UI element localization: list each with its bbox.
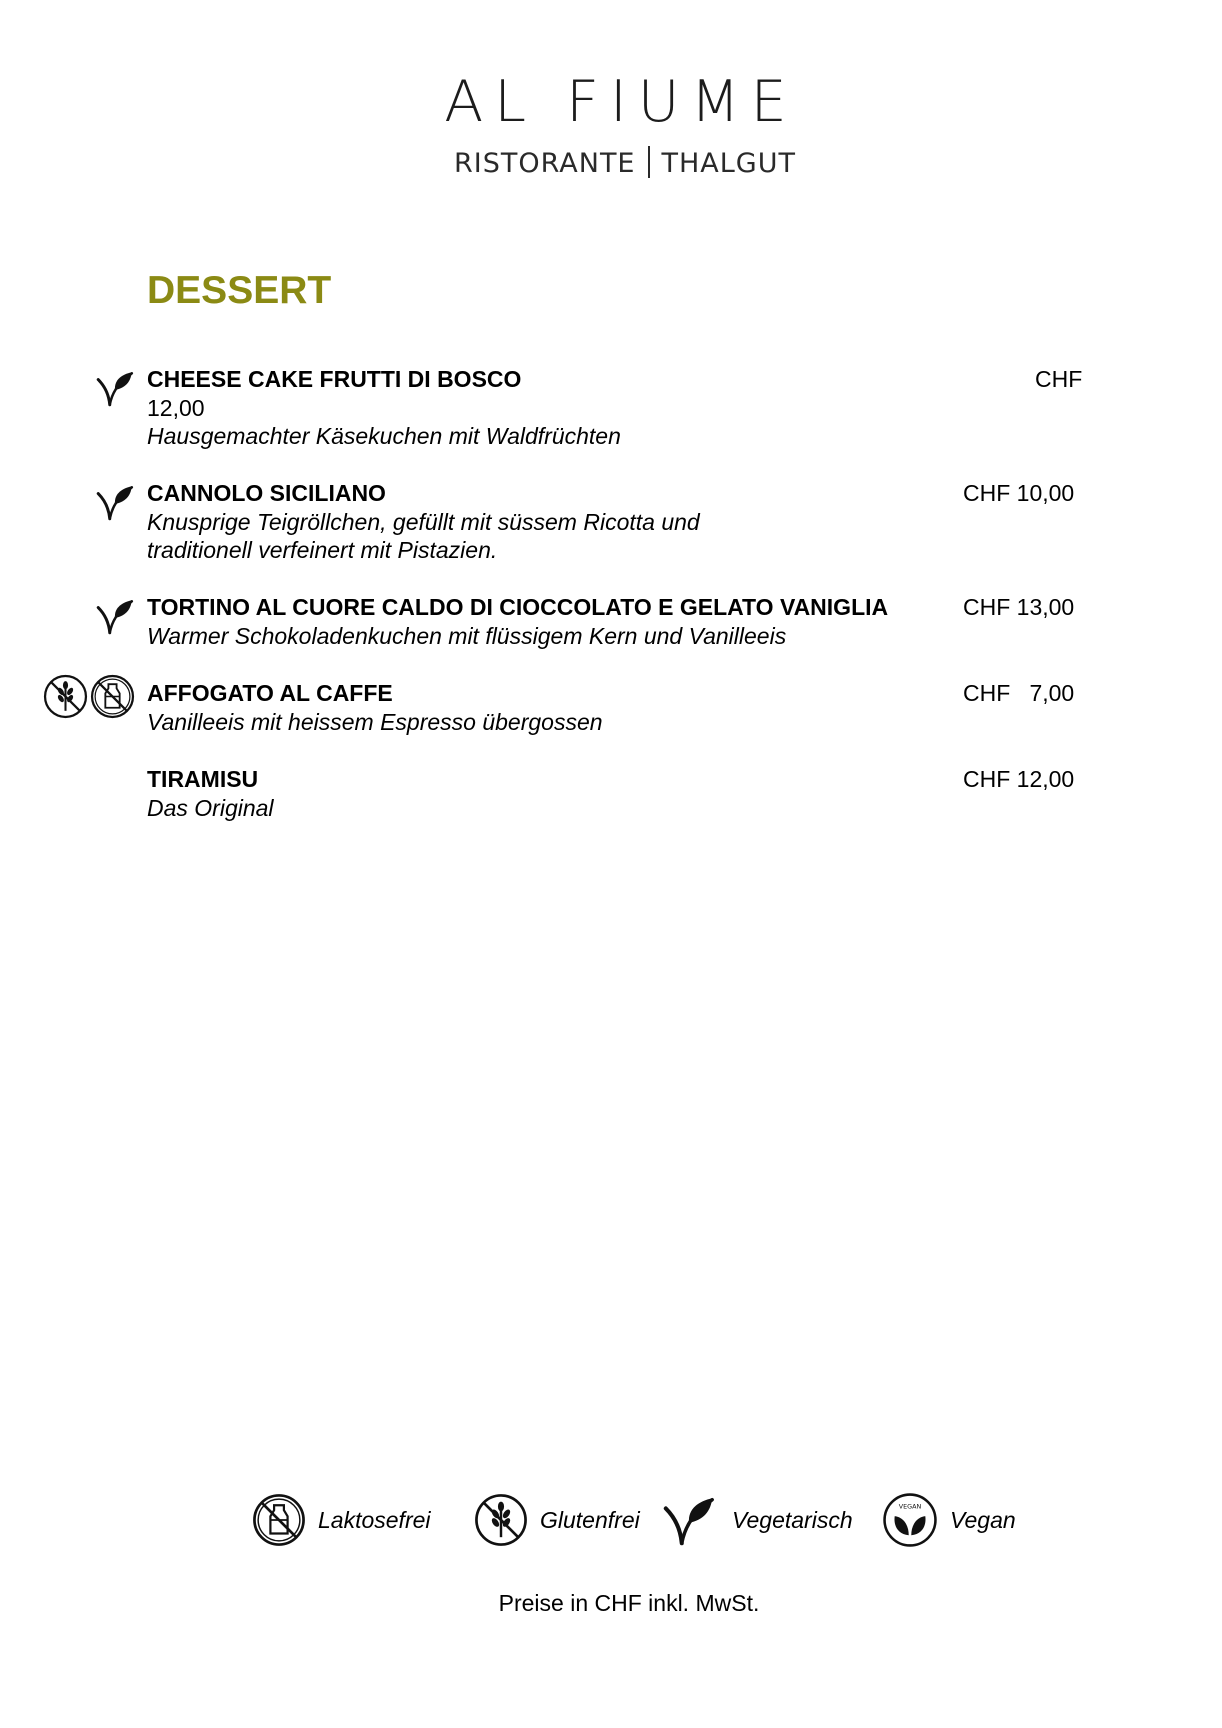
section-title: DESSERT bbox=[147, 269, 332, 312]
legend-label: Vegetarisch bbox=[732, 1506, 853, 1533]
restaurant-logo-subtitle bbox=[0, 146, 1222, 178]
restaurant-logo-title: AL FIUME bbox=[444, 69, 798, 135]
gluten-free-icon bbox=[474, 1493, 528, 1547]
menu-item-price-value: 12,00 bbox=[147, 394, 205, 421]
vegetarian-leaf-icon bbox=[94, 595, 136, 637]
menu-item-name: TIRAMISU bbox=[147, 766, 259, 792]
menu-item-header bbox=[147, 593, 1087, 622]
logo-subtitle-left: RISTORANTE bbox=[454, 148, 636, 179]
price-footnote: Preise in CHF inkl. MwSt. bbox=[498, 1590, 760, 1616]
menu-item-icons bbox=[43, 674, 135, 719]
menu-item-name: TORTINO AL CUORE CALDO DI CIOCCOLATO E GELATO VANIGLIA bbox=[147, 594, 889, 620]
gluten-free-icon bbox=[43, 674, 88, 719]
dietary-legend bbox=[0, 1490, 1222, 1550]
vegan-icon bbox=[882, 1492, 938, 1548]
menu-item-icons bbox=[94, 367, 136, 409]
menu-item-header bbox=[147, 365, 1087, 394]
menu-item-price: CHF 13,00 bbox=[963, 594, 1075, 620]
menu-item bbox=[147, 765, 1087, 822]
menu-item-header bbox=[147, 765, 1087, 794]
menu-item bbox=[147, 593, 1087, 650]
legend-item-vegan bbox=[882, 1490, 1016, 1550]
menu-item-name: CANNOLO SICILIANO bbox=[147, 480, 386, 506]
menu-item-header bbox=[147, 679, 1087, 708]
legend-label: Laktosefrei bbox=[318, 1506, 431, 1533]
menu-item-name: AFFOGATO AL CAFFE bbox=[147, 680, 393, 706]
legend-label: Glutenfrei bbox=[540, 1506, 640, 1533]
menu-item bbox=[147, 365, 1087, 451]
legend-item-gluten-free bbox=[474, 1490, 640, 1550]
vegetarian-leaf-icon bbox=[94, 481, 136, 523]
logo-subtitle-right: THALGUT bbox=[661, 148, 796, 179]
vegetarian-leaf-icon bbox=[94, 367, 136, 409]
menu-item-price: CHF 7,00 bbox=[963, 680, 1075, 706]
menu-item-description: traditionell verfeinert mit Pistazien. bbox=[147, 537, 498, 563]
menu-item-icons bbox=[94, 595, 136, 637]
menu-item-price: CHF 10,00 bbox=[963, 480, 1075, 506]
menu-item-description: Das Original bbox=[147, 794, 274, 821]
lactose-free-icon bbox=[252, 1493, 306, 1547]
menu-item-price: CHF 12,00 bbox=[963, 766, 1075, 792]
legend-label: Vegan bbox=[950, 1506, 1016, 1533]
menu-item-description: Hausgemachter Käsekuchen mit Waldfrüchten bbox=[147, 423, 621, 449]
lactose-free-icon bbox=[90, 674, 135, 719]
menu-item bbox=[147, 479, 1087, 565]
menu-item-header bbox=[147, 479, 1087, 508]
menu-item-name: CHEESE CAKE FRUTTI DI BOSCO bbox=[147, 366, 522, 392]
menu-item-price-currency: CHF bbox=[1035, 366, 1083, 392]
menu-item-icons bbox=[94, 481, 136, 523]
vegan-badge-text: VEGAN bbox=[898, 1503, 922, 1511]
vegetarian-leaf-icon bbox=[660, 1491, 718, 1549]
menu-item-description: Knusprige Teigröllchen, gefüllt mit süssem Ricotta und bbox=[147, 508, 700, 535]
menu-item-description: Vanilleeis mit heissem Espresso übergossen bbox=[147, 708, 603, 735]
menu-item-description: Warmer Schokoladenkuchen mit flüssigem Kern und Vanilleeis bbox=[147, 622, 787, 649]
legend-item-lactose-free bbox=[252, 1490, 431, 1550]
menu-item bbox=[147, 679, 1087, 736]
logo-separator bbox=[648, 146, 650, 178]
legend-item-vegetarian bbox=[660, 1490, 853, 1550]
